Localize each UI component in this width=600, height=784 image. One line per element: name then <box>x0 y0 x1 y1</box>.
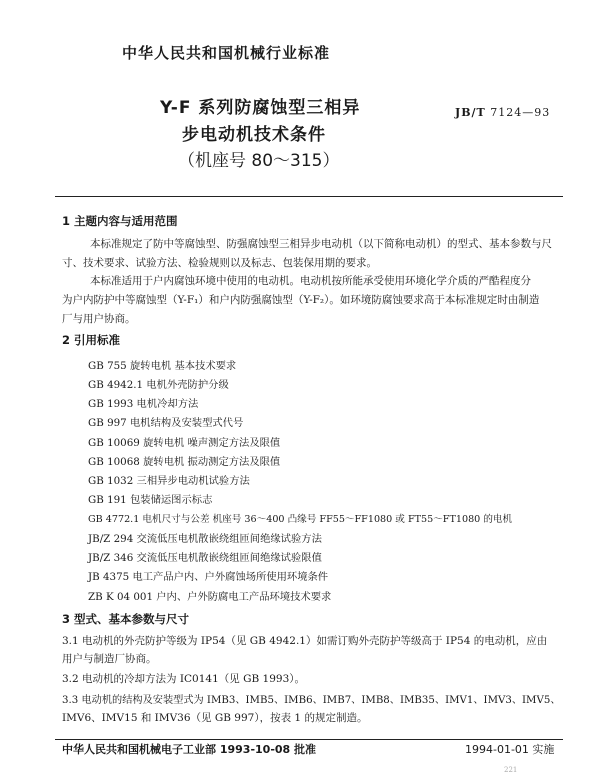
reference-item: GB 755 旋转电机 基本技术要求 <box>88 360 237 372</box>
reference-item: ZB K 04 001 户内、户外防腐电工产品环境技术要求 <box>88 591 332 603</box>
section-1-heading: 1 主题内容与适用范围 <box>62 214 178 228</box>
reference-item: JB/Z 346 交流低压电机散嵌绕组匝间绝缘试验限值 <box>88 552 322 564</box>
approval-line: 中华人民共和国机械电子工业部 1993-10-08 批准 <box>62 743 317 756</box>
section-2-heading: 2 引用标准 <box>62 333 121 347</box>
document-title-line-1: Y-F 系列防腐蚀型三相异 <box>160 98 361 118</box>
document-title-line-2: 步电动机技术条件 <box>182 125 326 145</box>
reference-item: GB 191 包装储运图示标志 <box>88 494 213 506</box>
clause-3-1-line-2: 用户与制造厂协商。 <box>62 653 157 665</box>
section-1-paragraph-2-line-1: 本标准适用于户内腐蚀环境中使用的电动机。电动机按所能承受使用环境化学介质的严酷程度分 <box>90 275 531 287</box>
clause-3-3-line-2: IMV6、IMV15 和 IMV36（见 GB 997），按表 1 的规定制造。 <box>62 712 368 724</box>
section-3-heading: 3 型式、基本参数与尺寸 <box>62 612 190 626</box>
reference-item: GB 1032 三相异步电动机试验方法 <box>88 475 250 487</box>
reference-item: GB 1993 电机冷却方法 <box>88 398 199 410</box>
clause-3-1-line-1: 3.1 电动机的外壳防护等级为 IP54（见 GB 4942.1）如需订购外壳防护等级高于 IP54 的电动机，应由 <box>62 635 548 647</box>
issuing-body-header: 中华人民共和国机械行业标准 <box>122 44 331 62</box>
reference-item: GB 10069 旋转电机 噪声测定方法及限值 <box>88 437 281 449</box>
reference-item: JB 4375 电工产品户内、户外腐蚀场所使用环境条件 <box>88 571 329 583</box>
reference-item: GB 997 电机结构及安装型式代号 <box>88 417 244 429</box>
section-1-paragraph-1-line-2: 寸、技术要求、试验方法、检验规则以及标志、包装保用期的要求。 <box>62 257 377 269</box>
top-divider <box>55 196 563 197</box>
reference-item: JB/Z 294 交流低压电机散嵌绕组匝间绝缘试验方法 <box>88 533 322 545</box>
reference-item: GB 4942.1 电机外壳防护分级 <box>88 379 229 391</box>
document-title-line-3: （机座号 80～315） <box>178 151 340 171</box>
section-1-paragraph-2-line-2: 为户内防护中等腐蚀型（Y-F₁）和户内防强腐蚀型（Y-F₂）。如环境防腐蚀要求高于本标准规定时由制造 <box>62 294 540 306</box>
clause-3-2: 3.2 电动机的冷却方法为 IC0141（见 GB 1993）。 <box>62 673 306 685</box>
section-1-paragraph-2-line-3: 厂与用户协商。 <box>62 313 136 325</box>
implementation-date: 1994-01-01 实施 <box>465 743 555 756</box>
clause-3-3-line-1: 3.3 电动机的结构及安装型式为 IMB3、IMB5、IMB6、IMB7、IMB8、IMB35、IMV1、IMV3、IMV5、 <box>62 695 561 706</box>
standard-code-number: 7124—93 <box>490 106 551 119</box>
standard-code-prefix: JB/T <box>455 106 486 119</box>
standard-code <box>455 106 550 119</box>
reference-item: GB 4772.1 电机尺寸与公差 机座号 36～400 凸缘号 FF55～FF1080 或 FT55～FT1080 的电机 <box>88 514 513 525</box>
reference-item: GB 10068 旋转电机 振动测定方法及限值 <box>88 456 281 468</box>
page-number: 221 <box>504 766 518 774</box>
section-1-paragraph-1-line-1: 本标准规定了防中等腐蚀型、防强腐蚀型三相异步电动机（以下简称电动机）的型式、基本参数与尺 <box>90 238 552 250</box>
bottom-divider <box>55 739 563 740</box>
